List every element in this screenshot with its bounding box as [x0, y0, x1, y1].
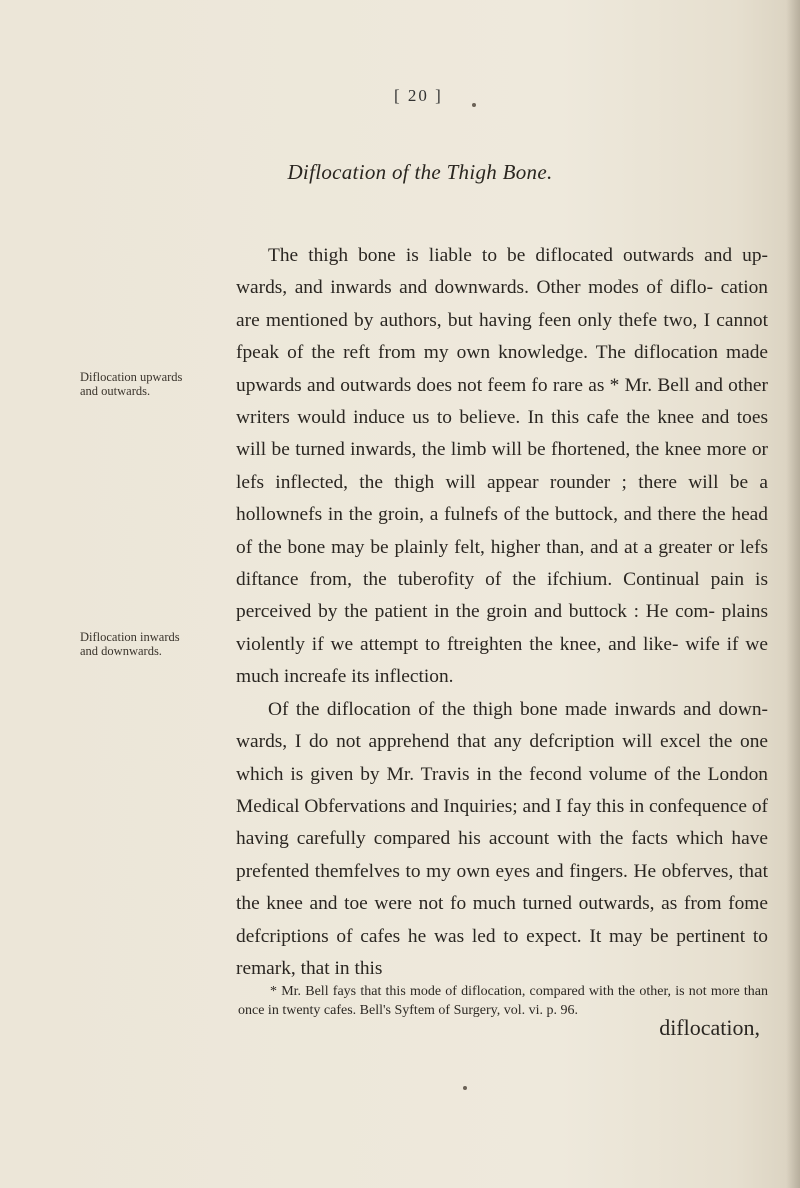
catchword: diflocation, — [659, 1015, 760, 1040]
margin-note-inwards-downwards: Diflocation inwards and downwards. — [80, 630, 180, 658]
body-text — [236, 240, 768, 985]
paragraph-2: Of the diflocation of the thigh bone made inwards and down- wards, I do not apprehend that any defcription will excel the one which is given by Mr. Travis in the fecond volume of the London Medical Obfervations and Inquiries; and I fay this in confequence of having carefully compared his account with the facts which have prefented themfelves to my own eyes and fingers. He obferves, that the knee and toe were not fo much turned outwards, as from fome defcriptions of cafes he was led to expect. It may be pertinent to remark, that in this — [236, 698, 768, 979]
margin-note-upwards-outwards: Diflocation upwards and outwards. — [80, 370, 183, 398]
footnote-text: * Mr. Bell fays that this mode of diflocation, compared with the other, is not more than once in twenty cafes. Bell's Syftem of Surgery, vol. vi. p. 96. — [238, 984, 768, 1018]
section-title: Diflocation of the Thigh Bone. — [287, 160, 553, 184]
paragraph-1: The thigh bone is liable to be diflocated outwards and up- wards, and inwards and downwards. Other modes of diflo- cation are mentioned by authors, but having feen only thefe two, I cannot fpeak of the reft from my own knowledge. The diflocation made upwards and outwards does not feem fo rare as * Mr. Bell and other writers would induce us to believe. In this cafe the knee and toes will be turned inwards, the limb will be fhortened, the knee more or lefs inflected, the thigh will appear rounder ; there will be a hollownefs in the groin, a fulnefs of the buttock, and there the head of the bone may be plainly felt, higher than, and at a greater or lefs diftance from, the tuberofity of the ifchium. Continual pain is perceived by the patient in the groin and buttock : He com- plains violently if we attempt to ftreighten the knee, and like- wife if we much increafe its inflection. — [236, 245, 768, 688]
ink-spot — [463, 1086, 467, 1090]
ink-spot — [472, 103, 476, 107]
page-number: [ 20 ] — [394, 86, 443, 105]
